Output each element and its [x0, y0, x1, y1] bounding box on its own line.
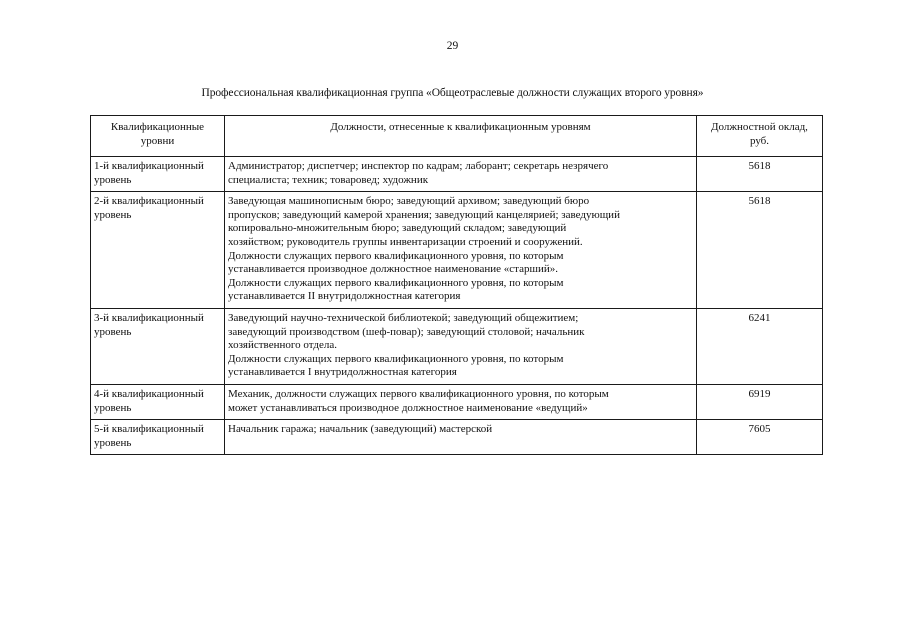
table-row: [91, 157, 823, 192]
positions-cell: [225, 420, 697, 455]
level-cell: [91, 420, 225, 455]
header-positions-line: Должности, отнесенные к квалификационным уровням: [330, 121, 591, 133]
header-positions: [225, 116, 697, 157]
positions-line: Заведующая машинописным бюро; заведующий архивом; заведующий бюро: [228, 195, 590, 208]
header-salary-line: руб.: [749, 134, 770, 147]
positions-line: копировально-множительным бюро; заведующий складом; заведующий: [228, 222, 567, 235]
table-row: [91, 420, 823, 455]
salary-cell: 5618: [697, 192, 823, 309]
positions-line: заведующий производством (шеф-повар); заведующий столовой; начальник: [228, 325, 585, 338]
positions-line: специалиста; техник; товаровед; художник: [228, 173, 429, 186]
page-number: 29: [446, 40, 459, 52]
level-cell: [91, 157, 225, 192]
positions-line: устанавливается II внутридолжностная категория: [228, 290, 461, 303]
header-level-line: уровни: [140, 134, 175, 147]
header-salary: [697, 116, 823, 157]
level-line: 5-й квалификационный: [94, 423, 204, 436]
level-line: уровень: [94, 208, 132, 221]
positions-cell: [225, 157, 697, 192]
positions-cell: [225, 192, 697, 309]
document-title: Профессиональная квалификационная группа «Общеотраслевые должности служащих второго уровня»: [201, 87, 704, 99]
table-row: [91, 308, 823, 384]
positions-cell: [225, 384, 697, 419]
positions-line: хозяйственного отдела.: [228, 339, 337, 352]
salary-cell: 6919: [697, 384, 823, 419]
salary-cell: 6241: [697, 308, 823, 384]
level-line: уровень: [94, 325, 132, 338]
positions-line: устанавливается производное должностное наименование «старший».: [228, 263, 558, 276]
level-line: 4-й квалификационный: [94, 387, 204, 400]
positions-line: Должности служащих первого квалификационного уровня, по которым: [228, 276, 564, 289]
positions-line: пропусков; заведующий камерой хранения; заведующий канцелярией; заведующий: [228, 208, 620, 221]
positions-line: может устанавливаться производное должностное наименование «ведущий»: [228, 401, 588, 414]
header-salary-line: Должностной оклад,: [711, 121, 808, 133]
level-line: уровень: [94, 173, 132, 186]
positions-line: Администратор; диспетчер; инспектор по кадрам; лаборант; секретарь незрячего: [228, 160, 609, 172]
positions-line: Должности служащих первого квалификационного уровня, по которым: [228, 249, 564, 262]
salary-cell: 7605: [697, 420, 823, 455]
header-level: [91, 116, 225, 157]
qualification-table: [90, 115, 823, 455]
level-cell: [91, 308, 225, 384]
positions-line: Механик, должности служащих первого квалификационного уровня, по которым: [228, 387, 609, 400]
level-line: 2-й квалификационный: [94, 195, 204, 208]
table-header-row: [91, 116, 823, 157]
table-row: [91, 192, 823, 309]
level-line: уровень: [94, 436, 132, 449]
level-cell: [91, 384, 225, 419]
level-line: 3-й квалификационный: [94, 311, 204, 324]
salary-cell: 5618: [697, 157, 823, 192]
level-cell: [91, 192, 225, 309]
table-row: [91, 384, 823, 419]
positions-line: Заведующий научно-технической библиотекой; заведующий общежитием;: [228, 311, 579, 324]
positions-line: хозяйством; руководитель группы инвентаризации строений и сооружений.: [228, 235, 583, 248]
level-line: уровень: [94, 401, 132, 414]
positions-line: Должности служащих первого квалификационного уровня, по которым: [228, 352, 564, 365]
positions-cell: [225, 308, 697, 384]
positions-line: Начальник гаража; начальник (заведующий) мастерской: [228, 423, 493, 436]
level-line: 1-й квалификационный: [94, 160, 204, 172]
positions-line: устанавливается I внутридолжностная категория: [228, 366, 457, 379]
header-level-line: Квалификационные: [110, 121, 205, 133]
